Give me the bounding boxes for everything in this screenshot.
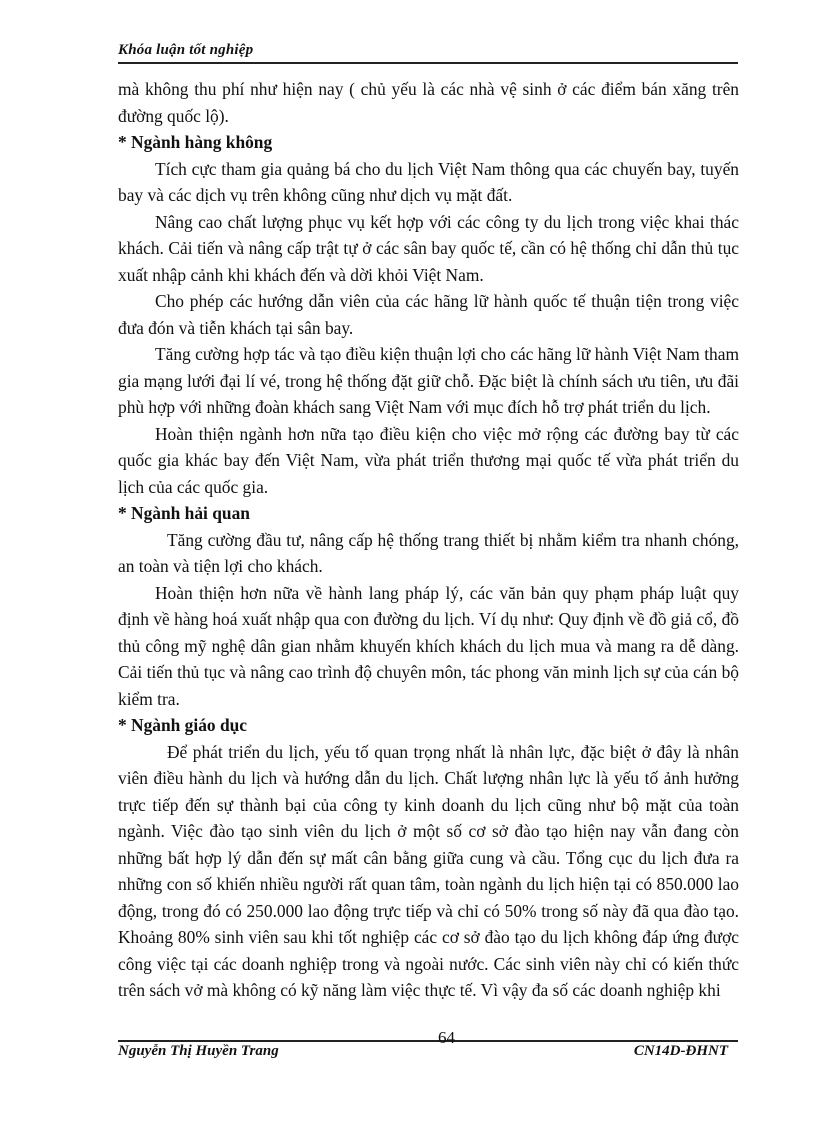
footer-class-code: CN14D-ĐHNT — [633, 1043, 728, 1059]
page-number: 64 — [438, 1028, 455, 1047]
paragraph: Nâng cao chất lượng phục vụ kết hợp với các công ty du lịch trong việc khai thác khách. Cải tiến và nâng cấp trật tự ở các sân bay quốc tế, cần có hệ thống chỉ dẫn thủ tục xuất nhập cảnh khi khách đến và dời khỏi Việt Nam. — [118, 211, 739, 285]
paragraph: Cho phép các hướng dẫn viên của các hãng lữ hành quốc tế thuận tiện trong việc đưa đón và tiễn khách tại sân bay. — [118, 291, 739, 338]
page-footer — [118, 1028, 738, 1072]
document-body — [118, 76, 739, 1004]
paragraph: mà không thu phí như hiện nay ( chủ yếu là các nhà vệ sinh ở các điểm bán xăng trên đường quốc lộ). — [118, 79, 739, 126]
page-header — [118, 42, 738, 64]
section-heading: * Ngành giáo dục — [118, 715, 248, 735]
footer-author: Nguyễn Thị Huyền Trang — [118, 1043, 279, 1059]
paragraph: Để phát triển du lịch, yếu tố quan trọng nhất là nhân lực, đặc biệt ở đây là nhân viên điều hành du lịch và hướng dẫn du lịch. Chất lượng nhân lực là yếu tố ảnh hưởng trực tiếp đến sự thành bại của công ty kinh doanh du lịch cũng như bộ mặt của toàn ngành. Việc đào tạo sinh viên du lịch ở một số cơ sở đào tạo hiện nay vẫn đang còn những bất hợp lý dẫn đến sự mất cân bằng giữa cung và cầu. Tổng cục du lịch đưa ra những con số khiến nhiều người rất quan tâm, toàn ngành du lịch hiện tại có 850.000 lao động, trong đó có 250.000 lao động trực tiếp và chỉ có 50% trong số này đã qua đào tạo. Khoảng 80% sinh viên sau khi tốt nghiệp các cơ sở đào tạo du lịch không đáp ứng được công việc tại các doanh nghiệp trong và ngoài nước. Các sinh viên này chỉ có kiến thức trên sách vở mà không có kỹ năng làm việc thực tế. Vì vậy đa số các doanh nghiệp khi — [118, 741, 739, 1000]
section-heading: * Ngành hải quan — [118, 503, 250, 523]
paragraph: Hoàn thiện ngành hơn nữa tạo điều kiện cho việc mở rộng các đường bay từ các quốc gia khác bay đến Việt Nam, vừa phát triển thương mại quốc tế vừa phát triển du lịch của các quốc gia. — [118, 423, 739, 497]
section-heading: * Ngành hàng không — [118, 132, 273, 152]
paragraph: Tích cực tham gia quảng bá cho du lịch Việt Nam thông qua các chuyến bay, tuyến bay và các dịch vụ trên không cũng như dịch vụ mặt đất. — [118, 158, 739, 205]
header-rule — [118, 62, 738, 64]
header-title: Khóa luận tốt nghiệp — [118, 42, 254, 58]
paragraph: Hoàn thiện hơn nữa về hành lang pháp lý, các văn bản quy phạm pháp luật quy định về hàng hoá xuất nhập qua con đường du lịch. Ví dụ như: Quy định về đồ giả cổ, đồ thủ công mỹ nghệ dân gian nhằm khuyến khích khách du lịch mua và mang ra dễ dàng. Cải tiến thủ tục và nâng cao trình độ chuyên môn, tác phong văn minh lịch sự của cán bộ kiểm tra. — [118, 582, 739, 709]
paragraph: Tăng cường đầu tư, nâng cấp hệ thống trang thiết bị nhằm kiểm tra nhanh chóng, an toàn và tiện lợi cho khách. — [118, 529, 739, 576]
paragraph: Tăng cường hợp tác và tạo điều kiện thuận lợi cho các hãng lữ hành Việt Nam tham gia mạng lưới đại lí vé, trong hệ thống đặt giữ chỗ. Đặc biệt là chính sách ưu tiên, ưu đãi phù hợp với những đoàn khách sang Việt Nam với mục đích hỗ trợ phát triển du lịch. — [118, 344, 739, 417]
